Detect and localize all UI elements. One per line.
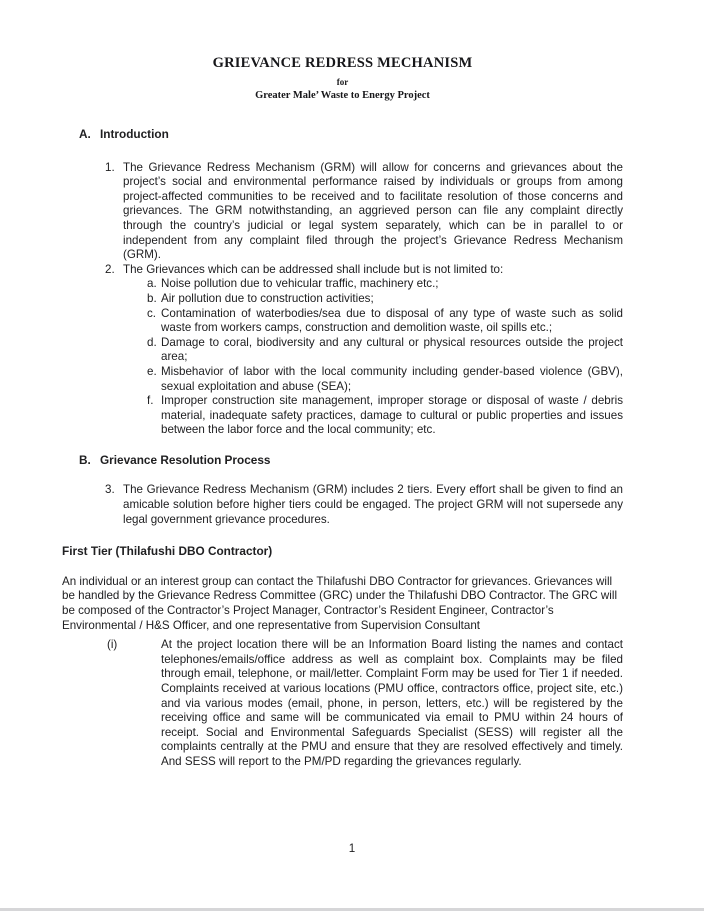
document-subtitle: Greater Male’ Waste to Energy Project: [255, 90, 430, 101]
list-item-2: [62, 263, 623, 278]
list-item-3-marker: 3.: [105, 483, 115, 497]
list-item-a-text: Noise pollution due to vehicular traffic, machinery etc.;: [161, 277, 439, 291]
document-content: [62, 0, 623, 770]
section-b-heading: [62, 453, 623, 468]
document-title-for-line: for: [336, 77, 349, 87]
list-item-d-text: Damage to coral, biodiversity and any cultural or physical resources outside the project area;: [161, 335, 623, 364]
first-tier-paragraph: An individual or an interest group can contact the Thilafushi DBO Contractor for grievances. Grievances will be handled by the Grievance Redress Committee (GRC) under the Thilafushi DBO Contractor. The GRC will be composed of the Contractor’s Project Manager, Contractor’s Resident Engineer, Contractor’s Environmental / H&S Officer, and one representative from Supervision Consultant: [62, 574, 618, 632]
list-item-e-marker: e.: [147, 364, 157, 378]
list-item-2-marker: 2.: [105, 262, 115, 276]
section-a-heading: [62, 127, 623, 142]
list-item-i-text: At the project location there will be an Information Board listing the names and contact telephones/emails/office address as well as complaint box. Complaints may be filed through email, telephone, or mail/letter. Complaint Form may be used for Tier 1 if needed. Complaints received at various locations (PMU office, contractors office, project site, etc.) and via various modes (email, phone, in person, letters, etc.) will be registered by the receiving office and same will be communicated via email to PMU within 24 hours of receipt. Social and Environmental Safeguards Specialist (SESS) will register all the complaints centrally at the PMU and ensure that they are resolved effectively and timely. And SESS will report to the PM/PD regarding the grievances regularly.: [161, 638, 623, 768]
list-item-f: [62, 394, 623, 438]
list-item-i: [62, 638, 623, 769]
list-item-b-marker: b.: [147, 291, 157, 305]
section-a-marker: A.: [79, 127, 91, 141]
first-tier-heading: First Tier (Thilafushi DBO Contractor): [62, 544, 273, 559]
list-item-a-marker: a.: [147, 277, 157, 291]
list-item-a: [62, 277, 623, 292]
list-item-3: [62, 483, 623, 527]
list-item-d-marker: d.: [147, 335, 157, 349]
list-item-e-text: Misbehavior of labor with the local community including gender-based violence (GBV), sexual exploitation and abuse (SEA);: [161, 364, 623, 393]
section-b-marker: B.: [79, 452, 91, 467]
list-item-2-text: The Grievances which can be addressed shall include but is not limited to:: [123, 262, 504, 276]
list-item-f-text: Improper construction site management, improper storage or disposal of waste / debris material, inadequate safety practices, damage to cultural or public properties and issues between the labor force and the local community; etc.: [161, 394, 623, 437]
list-item-c-text: Contamination of waterbodies/sea due to disposal of any type of waste such as solid waste from workers camps, construction and demolition waste, oil spills etc.;: [161, 306, 623, 335]
list-item-e: [62, 365, 623, 394]
list-item-c: [62, 307, 623, 336]
list-item-b: [62, 292, 623, 307]
list-item-f-marker: f.: [147, 394, 154, 408]
document-header: [62, 0, 623, 101]
list-item-b-text: Air pollution due to construction activities;: [161, 291, 374, 305]
list-item-3-text: The Grievance Redress Mechanism (GRM) includes 2 tiers. Every effort shall be given to find an amicable solution before higher tiers could be engaged. The project GRM will not supersede any legal government grievance procedures.: [123, 483, 623, 526]
list-item-1-marker: 1.: [105, 160, 115, 174]
list-item-1-text: The Grievance Redress Mechanism (GRM) will allow for concerns and grievances about the project’s social and environmental performance raised by individuals or groups from among project-affected communities to be received and to facilitate resolution of those concerns and grievances. The GRM notwithstanding, an aggrieved person can file any complaint directly through the country’s judicial or legal system separately, which can be in parallel to or independent from any complaint filed through the project’s Grievance Redress Mechanism (GRM).: [123, 160, 623, 262]
section-a-heading-text: Introduction: [100, 127, 169, 141]
document-title: GRIEVANCE REDRESS MECHANISM: [212, 55, 473, 71]
list-item-1: [62, 161, 623, 263]
list-item-i-marker: (i): [107, 638, 118, 652]
section-b-heading-text: Grievance Resolution Process: [100, 452, 271, 467]
list-item-c-marker: c.: [147, 306, 157, 320]
list-item-d: [62, 336, 623, 365]
page-number: 1: [348, 842, 356, 855]
